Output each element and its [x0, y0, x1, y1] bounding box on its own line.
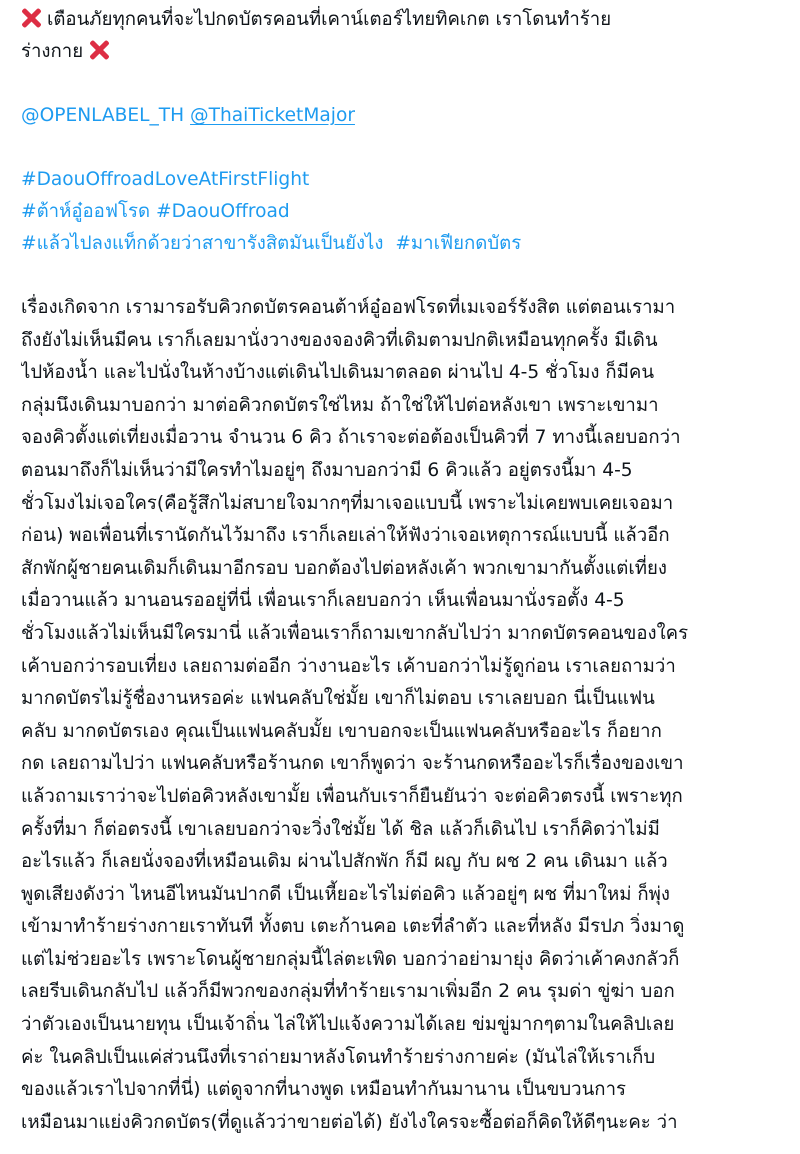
post-text	[21, 0, 793, 1139]
story-body-line: มากดบัตรไม่รู้ชื่องานหรอค่ะ แฟนคลับใช่มั้ย เขาก็ไม่ตอบ เราเลยบอก นี่เป็นแฟน	[21, 688, 655, 710]
story-body-line: ว่าตัวเองเป็นนายทุน เป็นเจ้าถิ่น ไล่ให้ไปแจ้งความได้เลย ข่มขู่มากๆตามในคลิปเลย	[21, 1014, 675, 1036]
hashtag-link[interactable]: #แล้วไปลงแท็กด้วยว่าสาขารังสิตมันเป็นยังไง	[21, 233, 384, 254]
story-body-line: เค้าบอกว่ารอบเที่ยง เลยถามต่ออีก ว่างานอะไร เค้าบอกว่าไม่รู้ดูก่อน เราเลยถามว่า	[21, 655, 676, 677]
story-body-line: เรื่องเกิดจาก เรามารอรับคิวกดบัตรคอนต้าห์อู๋ออฟโรดที่เมเจอร์รังสิต แต่ตอนเรามา	[21, 297, 676, 318]
headline-text-2: ร่างกาย	[21, 41, 84, 62]
story-body-line: ครั้งที่มา ก็ต่อตรงนี้ เขาเลยบอกว่าจะวิ่งใช่มั้ย ได้ ชิล แล้วก็เดินไป เราก็คิดว่าไม่มี	[21, 818, 660, 840]
story-body-line: แต่ไม่ช่วยอะไร เพราะโดนผู้ชายกลุ่มนี้ไล่ตะเพิด บอกว่าอย่ามายุ่ง คิดว่าเค้าคงกลัวก็	[21, 948, 680, 970]
hashtag-link[interactable]: #DaouOffroad	[156, 201, 290, 222]
story-body-line: ถึงยังไม่เห็นมีคน เราก็เลยมานั่งวางของจองคิวที่เดิมตามปกติเหมือนทุกครั้ง มีเดิน	[21, 329, 658, 351]
story-body-line: สักพักผู้ชายคนเดิมก็เดินมาอีกรอบ บอกต้องไปต่อหลังเค้า พวกเขามากันตั้งแต่เที่ยง	[21, 557, 667, 579]
story-body-line: พูดเสียงดังว่า ไหนอีไหนมันปากดี เป็นเหี้ยอะไรไม่ต่อคิว แล้วอยู่ๆ ผช ที่มาใหม่ ก็พุ่ง	[21, 883, 670, 905]
hashtag-line-2	[21, 196, 793, 228]
story-body-line: กลุ่มนึงเดินมาบอกว่า มาต่อคิวกดบัตรใช่ไหม ถ้าใช่ให้ไปต่อหลังเขา เพราะเขามา	[21, 394, 659, 416]
story-body-line: ก่อน) พอเพื่อนที่เรานัดกันไว้มาถึง เราก็เลยเล่าให้ฟังว่าเจอเหตุการณ์แบบนี้ แล้วอีก	[21, 525, 670, 547]
story-body-line: ชั่วโมงแล้วไม่เห็นมีใครมานี่ แล้วเพื่อนเราก็ถามเขากลับไปว่า มากดบัตรคอนของใคร	[21, 622, 689, 644]
story-body-line: อะไรแล้ว ก็เลยนั่งจองที่เหมือนเดิม ผ่านไปสักพัก ก็มี ผญ กับ ผช 2 คน เดินมา แล้ว	[21, 851, 668, 873]
hashtag-link[interactable]: #DaouOffroadLoveAtFirstFlight	[21, 169, 310, 190]
story-body-line: แล้วถามเราว่าจะไปต่อคิวหลังเขามั้ย เพื่อนกับเราก็ยืนยันว่า จะต่อคิวตรงนี้ เพราะทุก	[21, 785, 683, 807]
mention-thaiticketmajor-link[interactable]: @ThaiTicketMajor	[190, 105, 355, 126]
story-body-line: เมื่อวานแล้ว มานอนรออยู่ที่นี่ เพื่อนเราก็เลยบอกว่า เห็นเพื่อนมานั่งรอตั้ง 4-5	[21, 590, 625, 612]
story-body-line: ไปห้องน้ำ และไปนั่งในห้างบ้างแต่เดินไปเดินมาตลอด ผ่านไป 4-5 ชั่วโมง ก็มีคน	[21, 362, 655, 384]
mentions-line	[21, 100, 793, 132]
headline-text-1: เตือนภัยทุกคนที่จะไปกดบัตรคอนที่เคาน์เตอร์ไทยทิคเกต เราโดนทำร้าย	[47, 9, 612, 30]
hashtag-line-1	[21, 164, 793, 196]
headline-line-2	[21, 36, 793, 68]
story-body-line: จองคิวตั้งแต่เที่ยงเมื่อวาน จำนวน 6 คิว ถ้าเราจะต่อต้องเป็นคิวที่ 7 ทางนี้เลยบอกว่า	[21, 427, 681, 449]
mention-openlabel-link[interactable]: @OPENLABEL_TH	[21, 105, 185, 126]
cross-mark-icon	[89, 40, 109, 60]
story-body-line: คลับ มากดบัตรเอง คุณเป็นแฟนคลับมั้ย เขาบอกจะเป็นแฟนคลับหรืออะไร ก็อยาก	[21, 720, 662, 742]
hashtag-link[interactable]: #ต้าห์อู๋ออฟโรด	[21, 201, 151, 222]
story-body-line: เหมือนมาแย่งคิวกดบัตร(ที่ดูแล้วว่าขายต่อได้) ยังไงใครจะซื้อต่อก็คิดให้ดีๆนะคะ ว่า	[21, 1111, 678, 1133]
headline-line-1	[21, 4, 793, 36]
story-body-line: ชั่วโมงไม่เจอใคร(คือรู้สึกไม่สบายใจมากๆที่มาเจอแบบนี้ เพราะไม่เคยพบเคยเจอมา	[21, 492, 674, 514]
story-body-line: ค่ะ ในคลิปเป็นแค่ส่วนนึงที่เราถ่ายมาหลังโดนทำร้ายร่างกายค่ะ (มันไล่ให้เราเก็บ	[21, 1046, 656, 1068]
story-body-line: เลยรีบเดินกลับไป แล้วก็มีพวกของกลุ่มที่ทำร้ายเรามาเพิ่มอีก 2 คน รุมด่า ขู่ฆ่า บอก	[21, 981, 675, 1003]
story-body-line: ของแล้วเราไปจากที่นี่) แต่ดูจากที่นางพูด เหมือนทำกันมานาน เป็นขบวนการ	[21, 1079, 626, 1101]
story-body-line: ตอนมาถึงก็ไม่เห็นว่ามีใครทำไมอยู่ๆ ถึงมาบอกว่ามี 6 คิวแล้ว อยู่ตรงนี้มา 4-5	[21, 459, 633, 481]
story-body-line: เข้ามาทำร้ายร่างกายเราทันที ทั้งตบ เตะก้านคอ เตะที่ลำตัว และที่หลัง มีรปภ วิ่งมาดู	[21, 916, 685, 938]
story-body	[21, 292, 793, 1139]
cross-mark-icon	[21, 8, 41, 28]
hashtag-link[interactable]: #มาเฟียกดบัตร	[395, 233, 522, 254]
story-body-line: กด เลยถามไปว่า แฟนคลับหรือร้านกด เขาก็พูดว่า จะร้านกดหรืออะไรก็เรื่องของเขา	[21, 753, 684, 775]
hashtag-line-3	[21, 228, 793, 260]
